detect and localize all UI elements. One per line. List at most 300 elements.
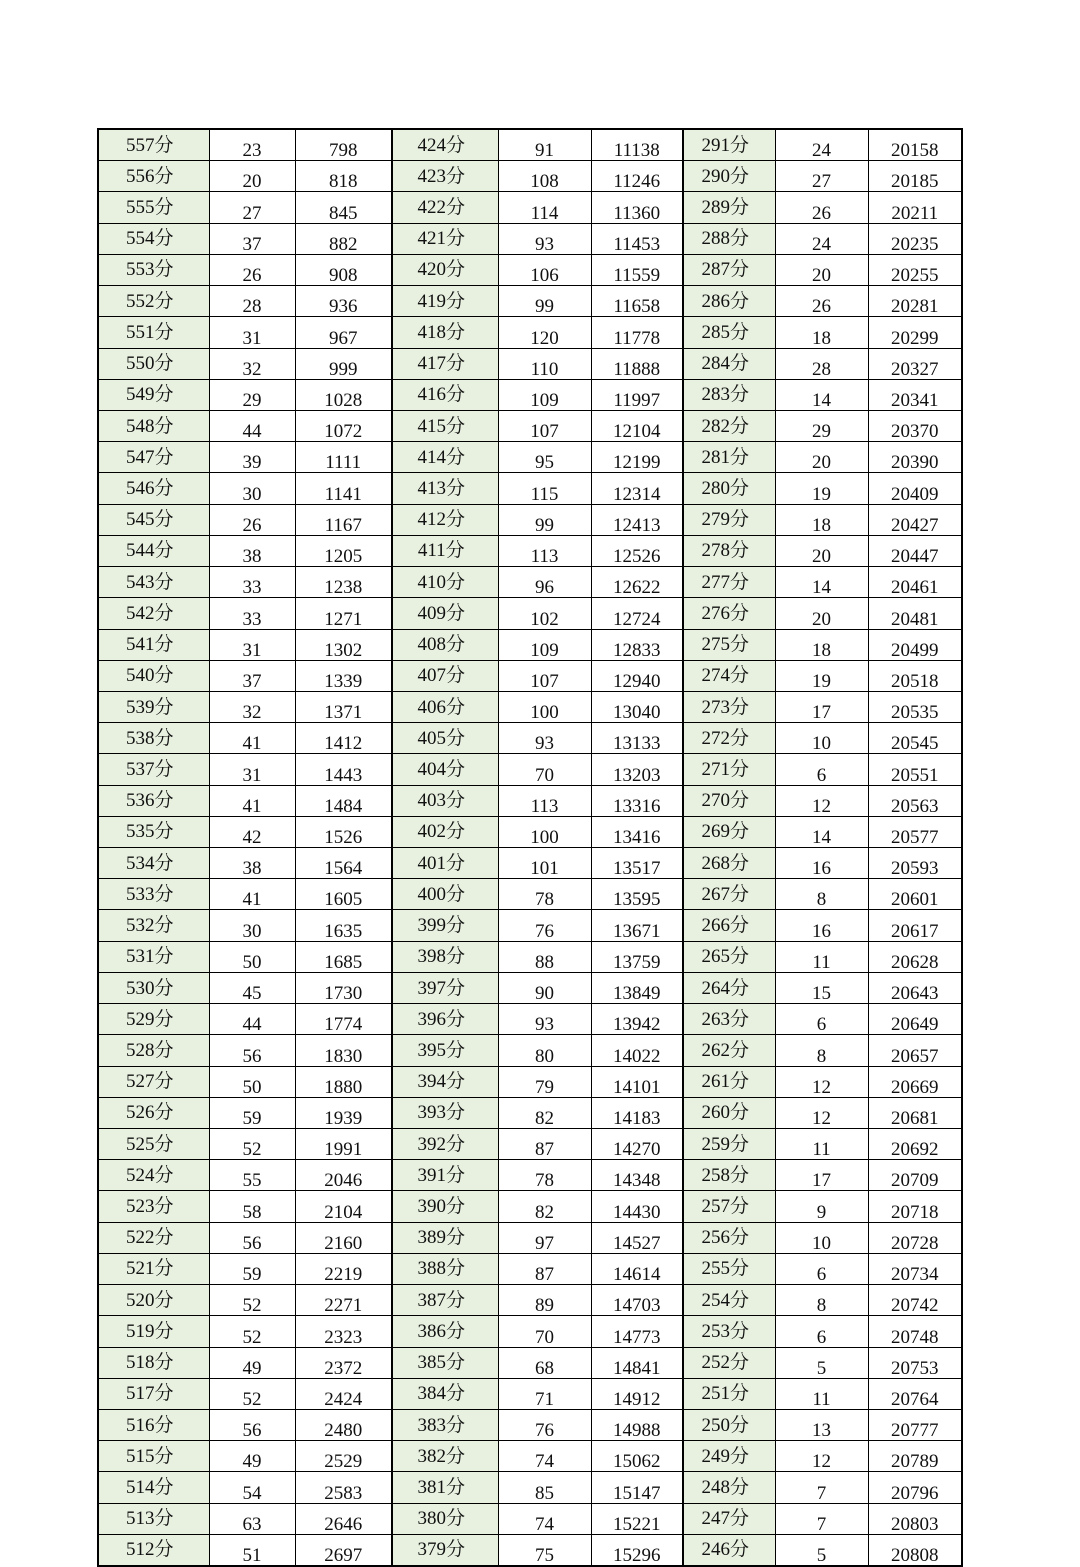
table-row xyxy=(98,629,962,660)
count-cell: 41 xyxy=(209,879,295,910)
score-cell: 256分 xyxy=(683,1222,775,1253)
count-cell: 29 xyxy=(209,379,295,410)
count-cell: 56 xyxy=(209,1409,295,1440)
score-cell: 397分 xyxy=(392,972,498,1003)
cumulative-cell: 20235 xyxy=(868,223,962,254)
count-cell: 24 xyxy=(775,223,868,254)
cumulative-cell: 1028 xyxy=(295,379,392,410)
cumulative-cell: 20593 xyxy=(868,848,962,879)
cumulative-cell: 20796 xyxy=(868,1472,962,1503)
cumulative-cell: 2160 xyxy=(295,1222,392,1253)
score-cell: 275分 xyxy=(683,629,775,660)
count-cell: 56 xyxy=(209,1035,295,1066)
score-cell: 289分 xyxy=(683,192,775,223)
count-cell: 6 xyxy=(775,1253,868,1284)
table-row xyxy=(98,848,962,879)
count-cell: 26 xyxy=(775,286,868,317)
cumulative-cell: 12526 xyxy=(591,535,683,566)
count-cell: 9 xyxy=(775,1191,868,1222)
count-cell: 12 xyxy=(775,1097,868,1128)
count-cell: 5 xyxy=(775,1347,868,1378)
cumulative-cell: 20748 xyxy=(868,1316,962,1347)
cumulative-cell: 1635 xyxy=(295,910,392,941)
cumulative-cell: 14703 xyxy=(591,1285,683,1316)
count-cell: 27 xyxy=(209,192,295,223)
score-cell: 548分 xyxy=(98,410,209,441)
score-cell: 544分 xyxy=(98,535,209,566)
count-cell: 16 xyxy=(775,910,868,941)
cumulative-cell: 12622 xyxy=(591,567,683,598)
cumulative-cell: 1939 xyxy=(295,1097,392,1128)
count-cell: 107 xyxy=(498,660,591,691)
table-row xyxy=(98,754,962,785)
score-cell: 525分 xyxy=(98,1129,209,1160)
table-row xyxy=(98,1004,962,1035)
count-cell: 71 xyxy=(498,1378,591,1409)
table-row xyxy=(98,910,962,941)
cumulative-cell: 14022 xyxy=(591,1035,683,1066)
cumulative-cell: 818 xyxy=(295,161,392,192)
score-cell: 538分 xyxy=(98,723,209,754)
count-cell: 33 xyxy=(209,567,295,598)
cumulative-cell: 1072 xyxy=(295,410,392,441)
table-row xyxy=(98,254,962,285)
cumulative-cell: 14270 xyxy=(591,1129,683,1160)
score-cell: 287分 xyxy=(683,254,775,285)
count-cell: 7 xyxy=(775,1472,868,1503)
score-cell: 547分 xyxy=(98,442,209,473)
count-cell: 8 xyxy=(775,879,868,910)
score-cell: 408分 xyxy=(392,629,498,660)
count-cell: 88 xyxy=(498,941,591,972)
cumulative-cell: 11246 xyxy=(591,161,683,192)
count-cell: 100 xyxy=(498,691,591,722)
table-row xyxy=(98,1066,962,1097)
count-cell: 56 xyxy=(209,1222,295,1253)
cumulative-cell: 11658 xyxy=(591,286,683,317)
score-cell: 553分 xyxy=(98,254,209,285)
cumulative-cell: 13759 xyxy=(591,941,683,972)
cumulative-cell: 20427 xyxy=(868,504,962,535)
score-cell: 415分 xyxy=(392,410,498,441)
score-cell: 258分 xyxy=(683,1160,775,1191)
score-cell: 394分 xyxy=(392,1066,498,1097)
count-cell: 82 xyxy=(498,1191,591,1222)
count-cell: 52 xyxy=(209,1129,295,1160)
count-cell: 54 xyxy=(209,1472,295,1503)
cumulative-cell: 2697 xyxy=(295,1534,392,1566)
cumulative-cell: 20545 xyxy=(868,723,962,754)
score-cell: 541分 xyxy=(98,629,209,660)
table-row xyxy=(98,1472,962,1503)
score-cell: 280分 xyxy=(683,473,775,504)
count-cell: 44 xyxy=(209,1004,295,1035)
cumulative-cell: 1271 xyxy=(295,598,392,629)
cumulative-cell: 2323 xyxy=(295,1316,392,1347)
score-cell: 392分 xyxy=(392,1129,498,1160)
score-cell: 383分 xyxy=(392,1409,498,1440)
score-cell: 529分 xyxy=(98,1004,209,1035)
score-cell: 398分 xyxy=(392,941,498,972)
count-cell: 100 xyxy=(498,816,591,847)
table-row xyxy=(98,473,962,504)
count-cell: 120 xyxy=(498,317,591,348)
score-cell: 278分 xyxy=(683,535,775,566)
count-cell: 90 xyxy=(498,972,591,1003)
cumulative-cell: 1443 xyxy=(295,754,392,785)
score-cell: 555分 xyxy=(98,192,209,223)
table-row xyxy=(98,1097,962,1128)
cumulative-cell: 1205 xyxy=(295,535,392,566)
score-cell: 249分 xyxy=(683,1441,775,1472)
count-cell: 26 xyxy=(775,192,868,223)
score-cell: 283分 xyxy=(683,379,775,410)
cumulative-cell: 20657 xyxy=(868,1035,962,1066)
count-cell: 37 xyxy=(209,660,295,691)
score-cell: 532分 xyxy=(98,910,209,941)
score-cell: 551分 xyxy=(98,317,209,348)
score-cell: 418分 xyxy=(392,317,498,348)
cumulative-cell: 1238 xyxy=(295,567,392,598)
count-cell: 58 xyxy=(209,1191,295,1222)
score-cell: 416分 xyxy=(392,379,498,410)
score-cell: 260分 xyxy=(683,1097,775,1128)
count-cell: 50 xyxy=(209,941,295,972)
cumulative-cell: 20211 xyxy=(868,192,962,223)
table-row xyxy=(98,1253,962,1284)
score-cell: 549分 xyxy=(98,379,209,410)
count-cell: 96 xyxy=(498,567,591,598)
score-cell: 384分 xyxy=(392,1378,498,1409)
score-cell: 552分 xyxy=(98,286,209,317)
cumulative-cell: 20601 xyxy=(868,879,962,910)
cumulative-cell: 20409 xyxy=(868,473,962,504)
score-cell: 386分 xyxy=(392,1316,498,1347)
count-cell: 19 xyxy=(775,660,868,691)
table-row xyxy=(98,410,962,441)
score-cell: 405分 xyxy=(392,723,498,754)
score-cell: 390分 xyxy=(392,1191,498,1222)
score-cell: 407分 xyxy=(392,660,498,691)
count-cell: 106 xyxy=(498,254,591,285)
count-cell: 109 xyxy=(498,629,591,660)
cumulative-cell: 15147 xyxy=(591,1472,683,1503)
count-cell: 8 xyxy=(775,1285,868,1316)
score-cell: 557分 xyxy=(98,129,209,161)
count-cell: 82 xyxy=(498,1097,591,1128)
cumulative-cell: 20692 xyxy=(868,1129,962,1160)
cumulative-cell: 20341 xyxy=(868,379,962,410)
cumulative-cell: 11997 xyxy=(591,379,683,410)
score-cell: 261分 xyxy=(683,1066,775,1097)
score-cell: 542分 xyxy=(98,598,209,629)
score-cell: 279分 xyxy=(683,504,775,535)
count-cell: 15 xyxy=(775,972,868,1003)
table-row xyxy=(98,535,962,566)
cumulative-cell: 20577 xyxy=(868,816,962,847)
count-cell: 29 xyxy=(775,410,868,441)
count-cell: 50 xyxy=(209,1066,295,1097)
table-row xyxy=(98,442,962,473)
cumulative-cell: 20628 xyxy=(868,941,962,972)
cumulative-cell: 20370 xyxy=(868,410,962,441)
score-cell: 537分 xyxy=(98,754,209,785)
score-cell: 264分 xyxy=(683,972,775,1003)
score-cell: 248分 xyxy=(683,1472,775,1503)
cumulative-cell: 1991 xyxy=(295,1129,392,1160)
count-cell: 93 xyxy=(498,723,591,754)
score-cell: 284分 xyxy=(683,348,775,379)
score-cell: 528分 xyxy=(98,1035,209,1066)
count-cell: 26 xyxy=(209,504,295,535)
cumulative-cell: 1564 xyxy=(295,848,392,879)
score-cell: 385分 xyxy=(392,1347,498,1378)
score-cell: 267分 xyxy=(683,879,775,910)
count-cell: 24 xyxy=(775,129,868,161)
cumulative-cell: 2646 xyxy=(295,1503,392,1534)
count-cell: 59 xyxy=(209,1253,295,1284)
table-row xyxy=(98,723,962,754)
table-row xyxy=(98,1441,962,1472)
count-cell: 8 xyxy=(775,1035,868,1066)
score-cell: 266分 xyxy=(683,910,775,941)
score-cell: 281分 xyxy=(683,442,775,473)
cumulative-cell: 13517 xyxy=(591,848,683,879)
count-cell: 13 xyxy=(775,1409,868,1440)
count-cell: 89 xyxy=(498,1285,591,1316)
count-cell: 11 xyxy=(775,941,868,972)
score-cell: 406分 xyxy=(392,691,498,722)
cumulative-cell: 13416 xyxy=(591,816,683,847)
score-cell: 290分 xyxy=(683,161,775,192)
count-cell: 76 xyxy=(498,910,591,941)
score-cell: 276分 xyxy=(683,598,775,629)
score-cell: 286分 xyxy=(683,286,775,317)
count-cell: 49 xyxy=(209,1347,295,1378)
count-cell: 12 xyxy=(775,1441,868,1472)
cumulative-cell: 1685 xyxy=(295,941,392,972)
table-row xyxy=(98,1222,962,1253)
count-cell: 20 xyxy=(775,442,868,473)
count-cell: 55 xyxy=(209,1160,295,1191)
table-row xyxy=(98,1378,962,1409)
cumulative-cell: 20681 xyxy=(868,1097,962,1128)
cumulative-cell: 20777 xyxy=(868,1409,962,1440)
score-cell: 389分 xyxy=(392,1222,498,1253)
count-cell: 52 xyxy=(209,1285,295,1316)
count-cell: 49 xyxy=(209,1441,295,1472)
count-cell: 19 xyxy=(775,473,868,504)
cumulative-cell: 12314 xyxy=(591,473,683,504)
cumulative-cell: 20535 xyxy=(868,691,962,722)
score-cell: 271分 xyxy=(683,754,775,785)
count-cell: 17 xyxy=(775,1160,868,1191)
count-cell: 12 xyxy=(775,785,868,816)
cumulative-cell: 14841 xyxy=(591,1347,683,1378)
score-cell: 523分 xyxy=(98,1191,209,1222)
score-cell: 252分 xyxy=(683,1347,775,1378)
count-cell: 30 xyxy=(209,473,295,504)
cumulative-cell: 14101 xyxy=(591,1066,683,1097)
cumulative-cell: 20709 xyxy=(868,1160,962,1191)
score-cell: 380分 xyxy=(392,1503,498,1534)
cumulative-cell: 20808 xyxy=(868,1534,962,1566)
score-cell: 382分 xyxy=(392,1441,498,1472)
cumulative-cell: 13942 xyxy=(591,1004,683,1035)
count-cell: 85 xyxy=(498,1472,591,1503)
count-cell: 7 xyxy=(775,1503,868,1534)
count-cell: 99 xyxy=(498,504,591,535)
count-cell: 68 xyxy=(498,1347,591,1378)
count-cell: 41 xyxy=(209,785,295,816)
cumulative-cell: 20518 xyxy=(868,660,962,691)
score-cell: 379分 xyxy=(392,1534,498,1566)
cumulative-cell: 14527 xyxy=(591,1222,683,1253)
score-table-body xyxy=(98,129,962,1566)
count-cell: 31 xyxy=(209,629,295,660)
cumulative-cell: 11453 xyxy=(591,223,683,254)
count-cell: 17 xyxy=(775,691,868,722)
table-row xyxy=(98,192,962,223)
count-cell: 70 xyxy=(498,754,591,785)
score-cell: 556分 xyxy=(98,161,209,192)
cumulative-cell: 12940 xyxy=(591,660,683,691)
count-cell: 39 xyxy=(209,442,295,473)
cumulative-cell: 999 xyxy=(295,348,392,379)
score-cell: 412分 xyxy=(392,504,498,535)
score-cell: 269分 xyxy=(683,816,775,847)
table-row xyxy=(98,1503,962,1534)
cumulative-cell: 13316 xyxy=(591,785,683,816)
count-cell: 14 xyxy=(775,567,868,598)
cumulative-cell: 13133 xyxy=(591,723,683,754)
count-cell: 27 xyxy=(775,161,868,192)
count-cell: 38 xyxy=(209,848,295,879)
cumulative-cell: 14773 xyxy=(591,1316,683,1347)
cumulative-cell: 1774 xyxy=(295,1004,392,1035)
cumulative-cell: 798 xyxy=(295,129,392,161)
table-row xyxy=(98,1191,962,1222)
table-row xyxy=(98,567,962,598)
score-cell: 531分 xyxy=(98,941,209,972)
cumulative-cell: 14988 xyxy=(591,1409,683,1440)
cumulative-cell: 1830 xyxy=(295,1035,392,1066)
count-cell: 20 xyxy=(209,161,295,192)
table-row xyxy=(98,941,962,972)
cumulative-cell: 15062 xyxy=(591,1441,683,1472)
score-cell: 419分 xyxy=(392,286,498,317)
score-cell: 288分 xyxy=(683,223,775,254)
table-row xyxy=(98,1160,962,1191)
score-cell: 545分 xyxy=(98,504,209,535)
score-cell: 516分 xyxy=(98,1409,209,1440)
count-cell: 93 xyxy=(498,223,591,254)
cumulative-cell: 20617 xyxy=(868,910,962,941)
cumulative-cell: 20734 xyxy=(868,1253,962,1284)
score-cell: 409分 xyxy=(392,598,498,629)
score-cell: 250分 xyxy=(683,1409,775,1440)
table-row xyxy=(98,286,962,317)
score-cell: 270分 xyxy=(683,785,775,816)
cumulative-cell: 20643 xyxy=(868,972,962,1003)
count-cell: 52 xyxy=(209,1378,295,1409)
score-cell: 259分 xyxy=(683,1129,775,1160)
table-row xyxy=(98,1129,962,1160)
score-cell: 554分 xyxy=(98,223,209,254)
cumulative-cell: 20481 xyxy=(868,598,962,629)
score-cell: 421分 xyxy=(392,223,498,254)
count-cell: 32 xyxy=(209,348,295,379)
cumulative-cell: 20753 xyxy=(868,1347,962,1378)
cumulative-cell: 11778 xyxy=(591,317,683,348)
table-row xyxy=(98,660,962,691)
score-cell: 400分 xyxy=(392,879,498,910)
score-cell: 273分 xyxy=(683,691,775,722)
cumulative-cell: 20327 xyxy=(868,348,962,379)
score-cell: 411分 xyxy=(392,535,498,566)
count-cell: 33 xyxy=(209,598,295,629)
score-cell: 422分 xyxy=(392,192,498,223)
cumulative-cell: 14614 xyxy=(591,1253,683,1284)
cumulative-cell: 11559 xyxy=(591,254,683,285)
cumulative-cell: 14912 xyxy=(591,1378,683,1409)
count-cell: 11 xyxy=(775,1129,868,1160)
count-cell: 28 xyxy=(209,286,295,317)
count-cell: 95 xyxy=(498,442,591,473)
score-cell: 257分 xyxy=(683,1191,775,1222)
count-cell: 14 xyxy=(775,816,868,847)
count-cell: 74 xyxy=(498,1441,591,1472)
table-row xyxy=(98,1534,962,1566)
cumulative-cell: 12724 xyxy=(591,598,683,629)
cumulative-cell: 2219 xyxy=(295,1253,392,1284)
cumulative-cell: 20789 xyxy=(868,1441,962,1472)
count-cell: 28 xyxy=(775,348,868,379)
score-cell: 402分 xyxy=(392,816,498,847)
count-cell: 70 xyxy=(498,1316,591,1347)
cumulative-cell: 14348 xyxy=(591,1160,683,1191)
score-cell: 535分 xyxy=(98,816,209,847)
count-cell: 18 xyxy=(775,317,868,348)
count-cell: 32 xyxy=(209,691,295,722)
count-cell: 51 xyxy=(209,1534,295,1566)
score-cell: 272分 xyxy=(683,723,775,754)
cumulative-cell: 20390 xyxy=(868,442,962,473)
score-cell: 285分 xyxy=(683,317,775,348)
count-cell: 75 xyxy=(498,1534,591,1566)
cumulative-cell: 1111 xyxy=(295,442,392,473)
cumulative-cell: 11138 xyxy=(591,129,683,161)
cumulative-cell: 2529 xyxy=(295,1441,392,1472)
count-cell: 74 xyxy=(498,1503,591,1534)
cumulative-cell: 15296 xyxy=(591,1534,683,1566)
score-cell: 423分 xyxy=(392,161,498,192)
cumulative-cell: 15221 xyxy=(591,1503,683,1534)
count-cell: 31 xyxy=(209,754,295,785)
count-cell: 45 xyxy=(209,972,295,1003)
cumulative-cell: 11888 xyxy=(591,348,683,379)
cumulative-cell: 845 xyxy=(295,192,392,223)
count-cell: 109 xyxy=(498,379,591,410)
cumulative-cell: 20461 xyxy=(868,567,962,598)
table-row xyxy=(98,1035,962,1066)
count-cell: 63 xyxy=(209,1503,295,1534)
score-cell: 396分 xyxy=(392,1004,498,1035)
score-cell: 246分 xyxy=(683,1534,775,1566)
count-cell: 97 xyxy=(498,1222,591,1253)
score-cell: 420分 xyxy=(392,254,498,285)
score-cell: 517分 xyxy=(98,1378,209,1409)
